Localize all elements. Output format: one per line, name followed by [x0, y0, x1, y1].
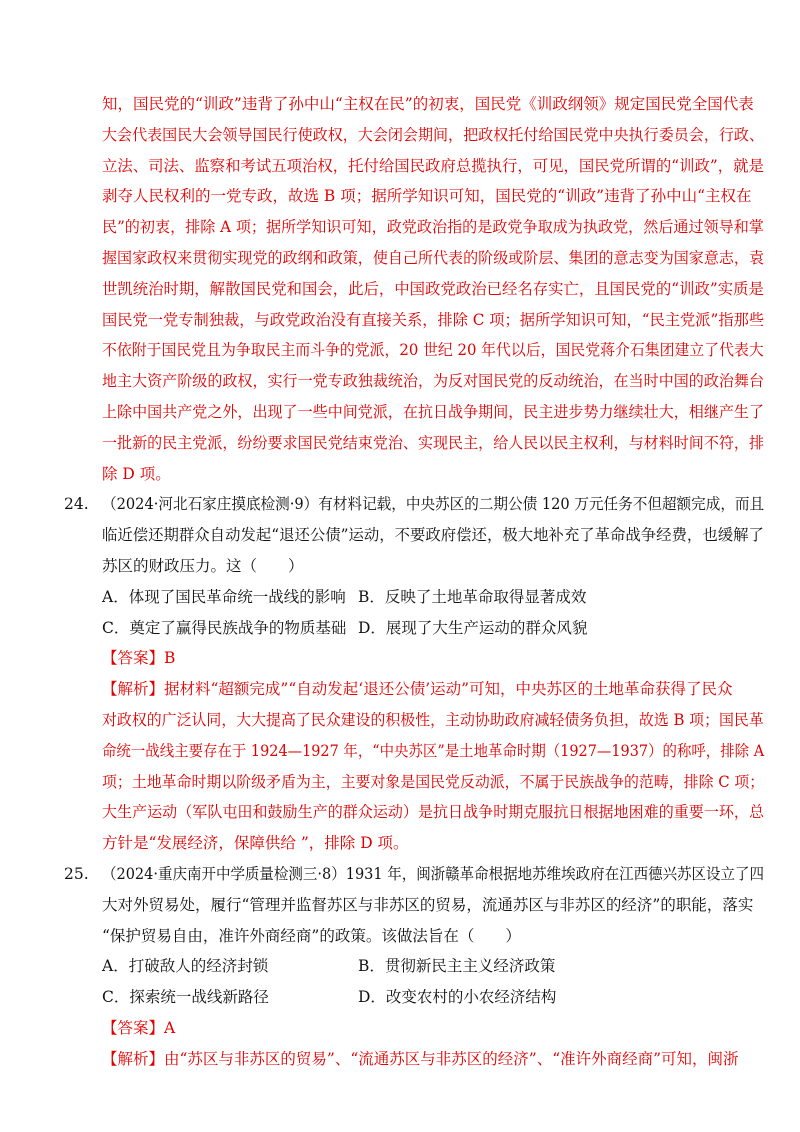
prev-analysis-line: 大会代表国民大会领导国民行使政权，大会闭会期间，把政权托付给国民党中央执行委员会，行政、 — [102, 125, 765, 144]
prev-analysis-line: 一批新的民主党派，纷纷要求国民党结束党治、实现民主，给人民以民主权利，与材料时间不符，排 — [102, 433, 765, 452]
option-b: B．反映了土地革命取得显著成效 — [358, 587, 587, 606]
option-c: C．奠定了赢得民族战争的物质基础 — [102, 618, 347, 637]
option-d: D．展现了大生产运动的群众风貌 — [358, 618, 588, 637]
prev-analysis-line: 世凯统治时期，解散国民党和国会，此后，中国政党政治已经名存实亡，且国民党的“训政”实质是 — [102, 279, 764, 298]
prev-analysis-line: 知，国民党的“训政”违背了孙中山“主权在民”的初衷，国民党《训政纲领》规定国民党全国代表 — [102, 95, 754, 113]
question-stem-line: （2024·河北石家庄摸底检测·9）有材料记载，中央苏区的二期公债 120 万元任务不但超额完成，而且 — [102, 495, 765, 514]
option-b: B．贯彻新民主主义经济政策 — [358, 957, 556, 976]
analysis-line: 命统一战线主要存在于 1924—1927 年，“中央苏区”是土地革命时期（1927—1937）的称呼，排除 A — [102, 741, 765, 760]
prev-analysis-line: 握国家政权来贯彻实现党的政纲和政策，使自己所代表的阶级或阶层、集团的意志变为国家意志，袁 — [102, 249, 765, 267]
analysis-line: 项；土地革命时期以阶级矛盾为主，主要对象是国民党反动派，不属于民族战争的范畴，排除 C 项； — [102, 772, 765, 791]
question-stem-line: 苏区的财政压力。这（ ） — [102, 557, 304, 575]
prev-analysis-line: 剥夺人民权利的一党专政，故选 B 项；据所学知识可知，国民党的“训政”违背了孙中山“主权在 — [102, 187, 752, 206]
question-stem-line: （2024·重庆南开中学质量检测三·8）1931 年，闽浙赣革命根据地苏维埃政府在江西德兴苏区设立了四 — [102, 865, 765, 883]
prev-analysis-line: 立法、司法、监察和考试五项治权，托付给国民政府总揽执行，可见，国民党所谓的“训政”，就是 — [102, 156, 764, 175]
prev-analysis-line: 地主大资产阶级的政权，实行一党专政独裁统治，为反对国民党的反动统治，在当时中国的政治舞台 — [102, 372, 765, 391]
prev-analysis-line: 民”的初衷，排除 A 项；据所学知识可知，政党政治指的是政党争取成为执政党，然后通过领导和掌 — [102, 218, 764, 237]
analysis-line: 【解析】由“苏区与非苏区的贸易”、“流通苏区与非苏区的经济”、“准许外商经商”可知，闽浙 — [102, 1049, 739, 1068]
question-stem-line: 大对外贸易处，履行“管理并监督苏区与非苏区的贸易，流通苏区与非苏区的经济”的职能，落实 — [102, 895, 754, 914]
analysis-line: 【解析】据材料“超额完成”“自动发起‘退还公债’运动”可知，中央苏区的土地革命获得了民众 — [102, 680, 733, 699]
question-number: 25. — [64, 865, 89, 883]
prev-analysis-line: 上除中国共产党之外，出现了一些中间党派，在抗日战争期间，民主进步势力继续壮大，相继产生了 — [102, 403, 765, 421]
analysis-line: 大生产运动（军队屯田和鼓励生产的群众运动）是抗日战争时期克服抗日根据地困难的重要一环，总 — [102, 803, 765, 822]
option-a: A．打破敌人的经济封锁 — [102, 957, 269, 976]
prev-analysis-line: 除 D 项。 — [102, 464, 171, 483]
option-a: A．体现了国民革命统一战线的影响 — [102, 587, 346, 606]
analysis-line: 对政权的广泛认同，大大提高了民众建设的积极性，主动协助政府减轻债务负担，故选 B 项；国民革 — [102, 711, 764, 729]
analysis-line: 方针是“发展经济，保障供给 ”，排除 D 项。 — [102, 834, 409, 853]
option-d: D．改变农村的小农经济结构 — [358, 988, 557, 1007]
prev-analysis-line: 不依附于国民党且为争取民主而斗争的党派，20 世纪 20 年代以后，国民党蒋介石集团建立了代表大 — [102, 341, 764, 360]
question-stem-line: “保护贸易自由，准许外商经商”的政策。该做法旨在（ ） — [102, 926, 521, 945]
answer-line: 【答案】B — [102, 649, 176, 668]
prev-analysis-line: 国民党一党专制独裁，与政党政治没有直接关系，排除 C 项；据所学知识可知，“民主党派”指那些 — [102, 310, 765, 329]
question-stem-line: 临近偿还期群众自动发起“退还公债”运动，不要政府偿还，极大地补充了革命战争经费，也缓解了 — [102, 526, 764, 545]
answer-line: 【答案】A — [102, 1019, 176, 1037]
option-c: C．探索统一战线新路径 — [102, 988, 269, 1007]
question-number: 24. — [64, 495, 89, 514]
